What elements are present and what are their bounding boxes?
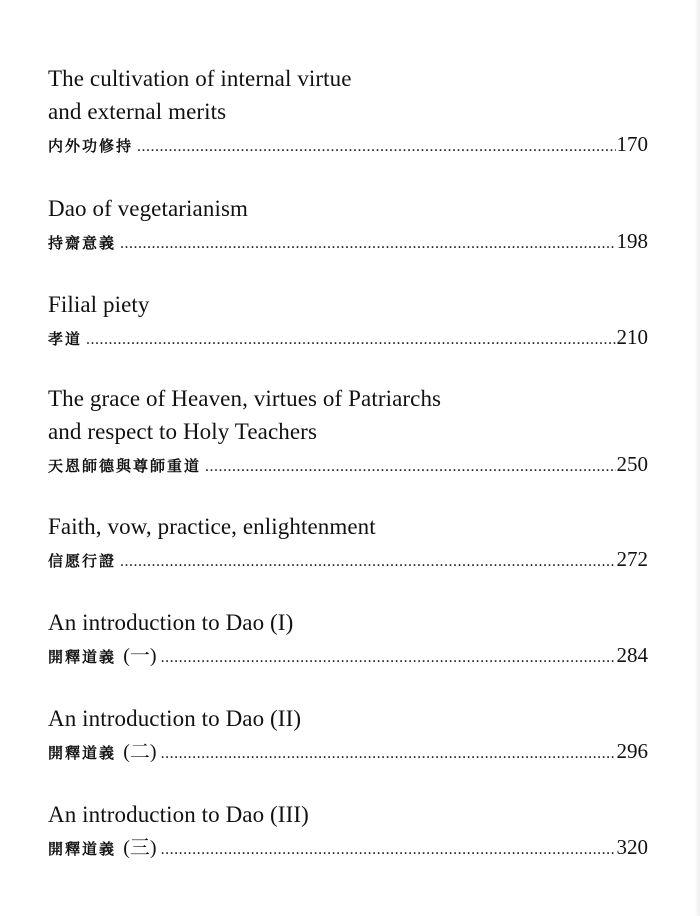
entry-title: and external merits bbox=[48, 99, 227, 124]
dot-leader bbox=[161, 835, 616, 865]
dot-leader bbox=[205, 452, 615, 482]
page-number: 320 bbox=[616, 835, 648, 859]
page-edge-shadow bbox=[694, 0, 700, 916]
toc-line bbox=[48, 832, 648, 865]
entry-title: The grace of Heaven, virtues of Patriarchs bbox=[48, 386, 442, 411]
page-number: 296 bbox=[616, 739, 648, 763]
entry-title: An introduction to Dao (III) bbox=[48, 802, 309, 827]
toc-line bbox=[48, 544, 648, 577]
toc-entry[interactable] bbox=[48, 606, 648, 673]
entry-chinese-title: 天恩師德與尊師重道 bbox=[48, 457, 202, 475]
page-number: 284 bbox=[616, 643, 648, 667]
page-number: 198 bbox=[616, 229, 648, 253]
page-number: 210 bbox=[616, 325, 648, 349]
entry-chinese-title: 孝道 bbox=[48, 330, 83, 348]
entry-chinese-title: 開釋道義 (三) bbox=[48, 837, 157, 859]
dot-leader bbox=[161, 739, 616, 769]
toc-entry[interactable] bbox=[48, 192, 648, 259]
entry-chinese-title: 内外功修持 bbox=[48, 137, 134, 155]
entry-title: and respect to Holy Teachers bbox=[48, 419, 317, 444]
entry-volume-suffix: (一) bbox=[123, 645, 157, 667]
dot-leader bbox=[120, 229, 615, 259]
entry-chinese-title: 持齋意義 bbox=[48, 234, 117, 252]
toc-line bbox=[48, 129, 648, 162]
entry-chinese-title: 開釋道義 (一) bbox=[48, 645, 157, 667]
toc-line bbox=[48, 322, 648, 355]
toc-entry[interactable] bbox=[48, 62, 648, 162]
entry-title: An introduction to Dao (II) bbox=[48, 706, 302, 731]
toc-line bbox=[48, 736, 648, 769]
toc-line bbox=[48, 449, 648, 482]
toc-entry[interactable] bbox=[48, 382, 648, 482]
entry-title: Dao of vegetarianism bbox=[48, 196, 248, 221]
dot-leader bbox=[86, 325, 615, 355]
toc-entry[interactable] bbox=[48, 702, 648, 769]
toc-entry[interactable] bbox=[48, 510, 648, 577]
dot-leader bbox=[120, 547, 615, 577]
page-number: 250 bbox=[616, 452, 648, 476]
entry-title: An introduction to Dao (I) bbox=[48, 610, 294, 635]
toc-entry[interactable] bbox=[48, 288, 648, 355]
entry-volume-suffix: (三) bbox=[123, 837, 157, 859]
page-number: 272 bbox=[616, 547, 648, 571]
entry-volume-suffix: (二) bbox=[123, 741, 157, 763]
dot-leader bbox=[137, 132, 615, 162]
entry-title: The cultivation of internal virtue bbox=[48, 66, 352, 91]
entry-chinese-title: 信愿行證 bbox=[48, 552, 117, 570]
entry-chinese-title: 開釋道義 (二) bbox=[48, 741, 157, 763]
entry-title: Faith, vow, practice, enlightenment bbox=[48, 514, 376, 539]
toc-entry[interactable] bbox=[48, 798, 648, 865]
toc-line bbox=[48, 640, 648, 673]
dot-leader bbox=[161, 643, 616, 673]
page-number: 170 bbox=[616, 132, 648, 156]
entry-title: Filial piety bbox=[48, 292, 150, 317]
toc-line bbox=[48, 226, 648, 259]
